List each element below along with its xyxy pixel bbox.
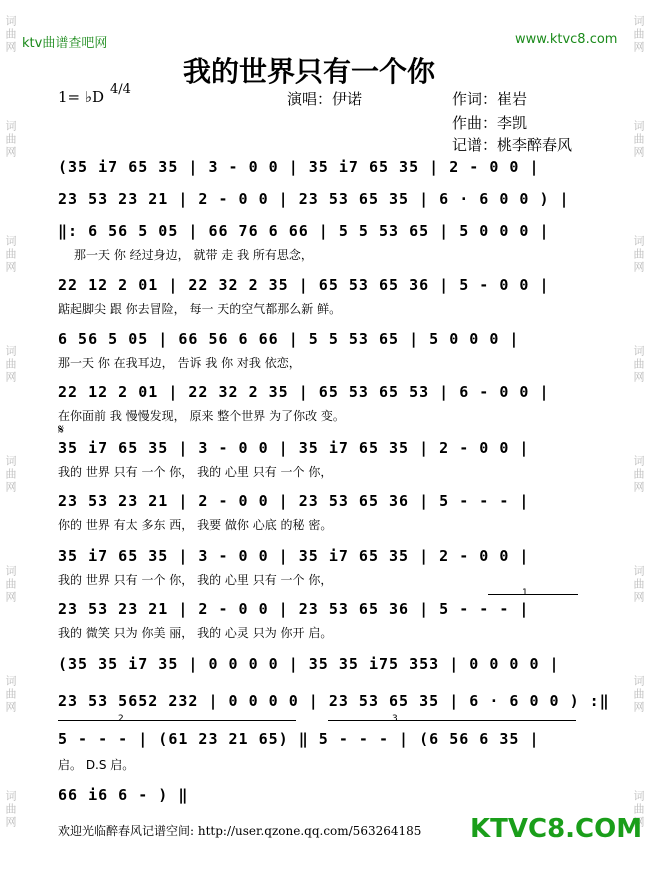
score-line-5: 6 56 5 05 | 66 56 6 66 | 5 5 53 65 | 5 0 0 0 | xyxy=(58,330,520,348)
site-logo: KTVC8.COM xyxy=(470,814,643,844)
score-line-12: 23 53 5652 232 | 0 0 0 0 | 23 53 65 35 | 6 · 6 0 0 ) :‖ xyxy=(58,692,610,710)
score-line-6: 22 12 2 01 | 22 32 2 35 | 65 53 65 53 | 6 - 0 0 | xyxy=(58,383,550,401)
lyric-line-10: 我的 微笑 只为 你美 丽， 我的 心灵 只为 你开 启。 xyxy=(58,626,333,640)
score-line-11: (35 35 i7 35 | 0 0 0 0 | 35 35 i75 353 | 0 0 0 0 | xyxy=(58,655,560,673)
lyricist: 作词：崔岩 xyxy=(452,90,528,108)
watermark-left-1: 词曲网 xyxy=(4,15,17,54)
footer-text: 欢迎光临醉春风记谱空间: http://user.qzone.qq.com/563264185 xyxy=(58,824,422,838)
watermark-left-5: 词曲网 xyxy=(4,455,17,494)
watermark-right-4: 词曲网 xyxy=(632,345,645,384)
composer: 作曲：李凯 xyxy=(452,114,528,132)
score-line-9: 35 i7 65 35 | 3 - 0 0 | 35 i7 65 35 | 2 - 0 0 | xyxy=(58,547,530,565)
lyric-line-8: 你的 世界 有太 多东 西， 我要 做你 心底 的秘 密。 xyxy=(58,518,333,532)
site-name-left[interactable]: ktv曲谱查吧网 xyxy=(22,36,108,51)
volta-1-line xyxy=(488,594,578,595)
volta-3-label: 3 xyxy=(392,714,398,724)
volta-1-label: 1 xyxy=(522,588,528,598)
volta-2-label: 2 xyxy=(118,714,124,724)
volta-3-line xyxy=(328,720,576,721)
lyric-line-7: 我的 世界 只有 一个 你， 我的 心里 只有 一个 你， xyxy=(58,465,333,479)
score-line-7: 35 i7 65 35 | 3 - 0 0 | 35 i7 65 35 | 2 - 0 0 | xyxy=(58,439,530,457)
volta-2-line xyxy=(58,720,296,721)
watermark-left-3: 词曲网 xyxy=(4,235,17,274)
lyric-line-3: 那一天 你 经过身边， 就带 走 我 所有思念， xyxy=(74,248,313,262)
key-signature: 1= ♭D xyxy=(58,88,104,106)
score-line-14: 66 i6 6 - ) ‖ xyxy=(58,786,189,804)
watermark-left-2: 词曲网 xyxy=(4,120,17,159)
score-line-3: ‖: 6 56 5 05 | 66 76 6 66 | 5 5 53 65 | 5 0 0 0 | xyxy=(58,222,550,240)
watermark-left-6: 词曲网 xyxy=(4,565,17,604)
watermark-right-7: 词曲网 xyxy=(632,675,645,714)
lyric-line-6: 在你面前 我 慢慢发现， 原来 整个世界 为了你改 变。 xyxy=(58,409,345,423)
watermark-left-7: 词曲网 xyxy=(4,675,17,714)
lyric-line-5: 那一天 你 在我耳边， 告诉 我 你 对我 依恋， xyxy=(58,356,301,370)
score-line-8: 23 53 23 21 | 2 - 0 0 | 23 53 65 36 | 5 - - - | xyxy=(58,492,530,510)
time-signature: 4/4 xyxy=(110,82,131,97)
score-line-4: 22 12 2 01 | 22 32 2 35 | 65 53 65 36 | 5 - 0 0 | xyxy=(58,276,550,294)
watermark-right-6: 词曲网 xyxy=(632,565,645,604)
singer: 演唱：伊诺 xyxy=(287,90,363,108)
watermark-right-5: 词曲网 xyxy=(632,455,645,494)
lyric-line-4: 踮起脚尖 跟 你去冒险， 每一 天的空气都那么新 鲜。 xyxy=(58,302,342,316)
score-line-10: 23 53 23 21 | 2 - 0 0 | 23 53 65 36 | 5 - - - | xyxy=(58,600,530,618)
score-line-2: 23 53 23 21 | 2 - 0 0 | 23 53 65 35 | 6 · 6 0 0 ) | xyxy=(58,190,570,208)
segno-sign: 𝄋 xyxy=(58,422,65,438)
transcriber: 记谱：桃李醉春风 xyxy=(452,136,573,154)
score-line-1: (35 i7 65 35 | 3 - 0 0 | 35 i7 65 35 | 2 - 0 0 | xyxy=(58,158,540,176)
lyric-line-9: 我的 世界 只有 一个 你， 我的 心里 只有 一个 你， xyxy=(58,573,333,587)
watermark-right-1: 词曲网 xyxy=(632,15,645,54)
lyric-line-13: 启。 D.S 启。 xyxy=(58,758,135,772)
watermark-right-2: 词曲网 xyxy=(632,120,645,159)
song-title: 我的世界只有一个你 xyxy=(183,55,436,88)
watermark-left-8: 词曲网 xyxy=(4,790,17,829)
watermark-right-8: 词曲网 xyxy=(632,790,645,829)
watermark-left-4: 词曲网 xyxy=(4,345,17,384)
site-url-right[interactable]: www.ktvc8.com xyxy=(515,32,618,47)
score-line-13: 5 - - - | (61 23 21 65) ‖ 5 - - - | (6 56 6 35 | xyxy=(58,730,540,748)
watermark-right-3: 词曲网 xyxy=(632,235,645,274)
